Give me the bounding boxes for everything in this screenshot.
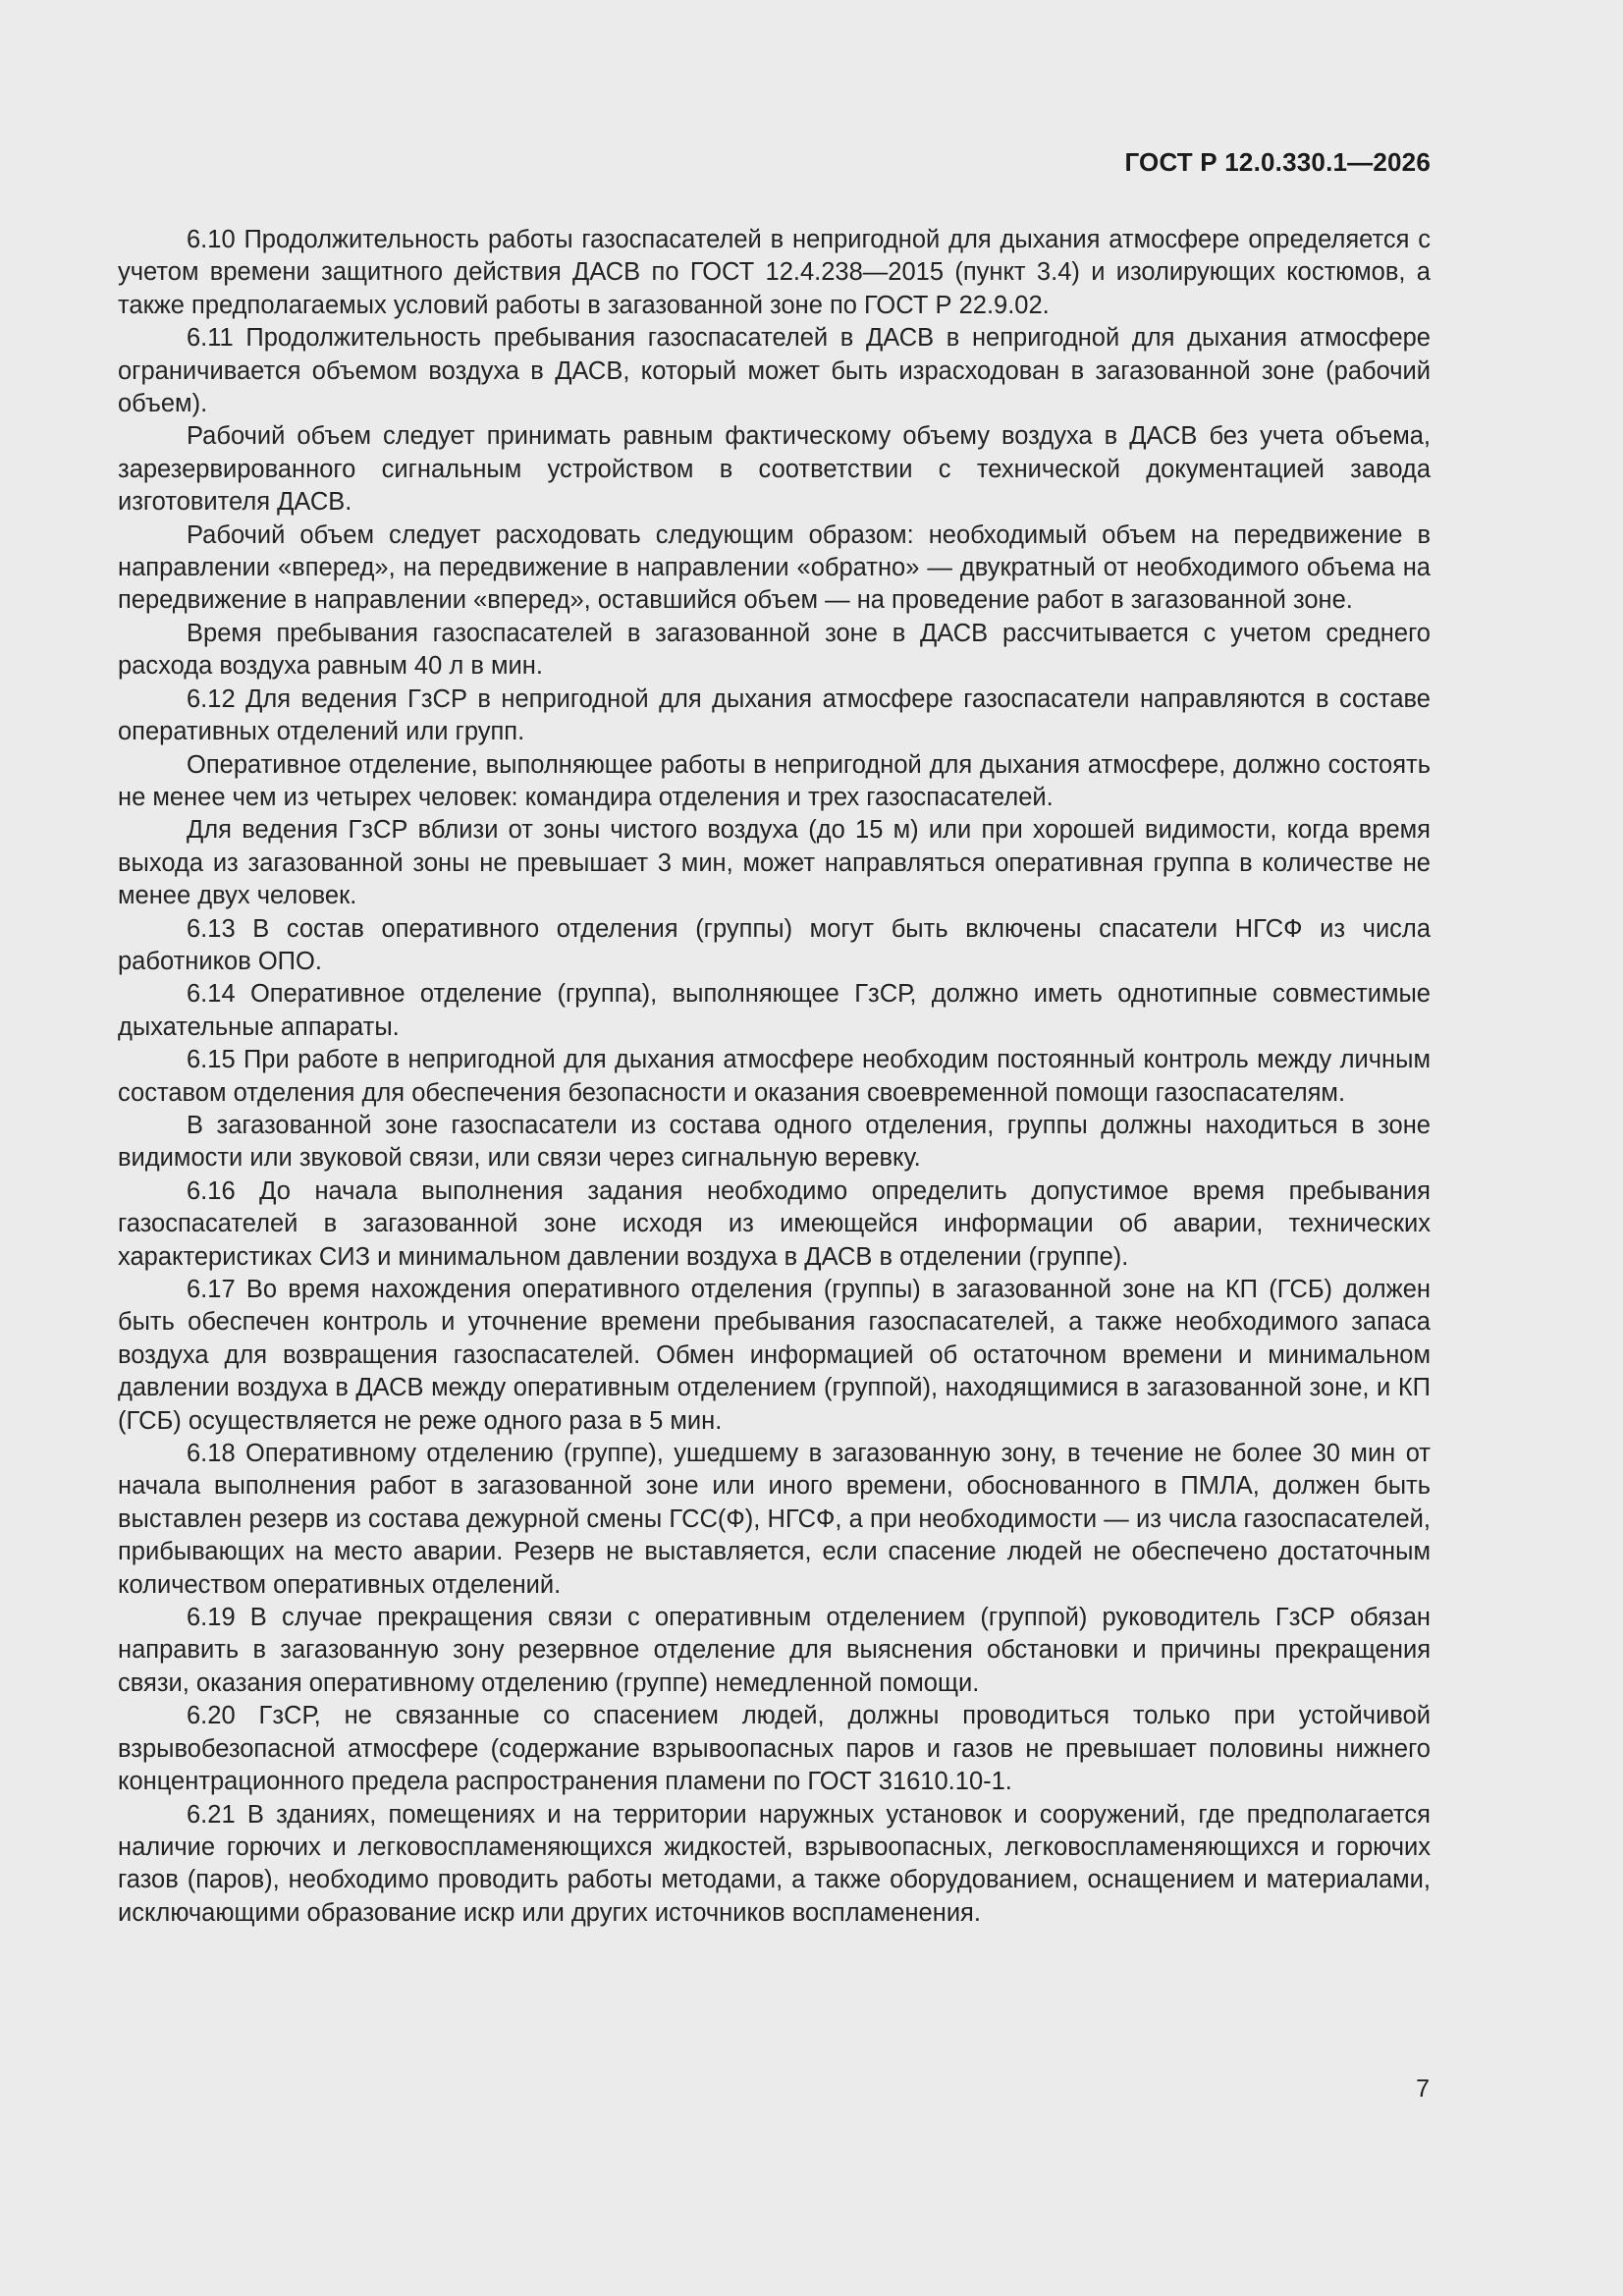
paragraph-6-14: 6.14 Оперативное отделение (группа), выполняющее ГзСР, должно иметь однотипные совместимые дыхательные аппараты. <box>118 980 1431 1041</box>
paragraph-6-11: 6.11 Продолжительность пребывания газоспасателей в ДАСВ в непригодной для дыхания атмосфере ограничивается объемом воздуха в ДАСВ, который может быть израсходован в загазованной зоне (рабочий объем). <box>118 324 1431 418</box>
paragraph-operative-unit: Оперативное отделение, выполняющее работы в непригодной для дыхания атмосфере, должно состоять не менее чем из четырех человек: командира отделения и трех газоспасателей. <box>118 750 1431 811</box>
paragraph-6-21: 6.21 В зданиях, помещениях и на территории наружных установок и сооружений, где предполагается наличие горючих и легковоспламеняющихся жидкостей, взрывоопасных, легковоспламеняющихся и горючих газов (паров), необходимо проводить работы методами, а также оборудованием, оснащением и материалами, исключающими образование искр или других источников воспламенения. <box>118 1800 1431 1927</box>
paragraph-6-16: 6.16 До начала выполнения задания необходимо определить допустимое время пребывания газоспасателей в загазованной зоне исходя из имеющейся информации об аварии, технических характеристиках СИЗ и минимальном давлении воздуха в ДАСВ в отделении (группе). <box>118 1176 1431 1271</box>
paragraph-operative-group: Для ведения ГзСР вблизи от зоны чистого воздуха (до 15 м) или при хорошей видимости, когда время выхода из загазованной зоны не превышает 3 мин, может направляться оперативная группа в количестве не менее двух человек. <box>118 816 1431 910</box>
paragraph-6-17: 6.17 Во время нахождения оперативного отделения (группы) в загазованной зоне на КП (ГСБ) должен быть обеспечен контроль и уточнение времени пребывания газоспасателей, а также необходимого запаса воздуха для возвращения газоспасателей. Обмен информацией об остаточном времени и минимальном давлении воздуха в ДАСВ между оперативным отделением (группой), находящимися в загазованной зоне, и КП (ГСБ) осуществляется не реже одного раза в 5 мин. <box>118 1276 1431 1435</box>
paragraph-visibility-zone: В загазованной зоне газоспасатели из состава одного отделения, группы должны находиться в зоне видимости или звуковой связи, или связи через сигнальную веревку. <box>118 1111 1431 1173</box>
paragraph-6-20: 6.20 ГзСР, не связанные со спасением людей, должны проводиться только при устойчивой взрывобезопасной атмосфере (содержание взрывоопасных паров и газов не превышает половины нижнего концентрационного предела распространения пламени по ГОСТ 31610.10-1. <box>118 1702 1431 1796</box>
paragraph-6-13: 6.13 В состав оперативного отделения (группы) могут быть включены спасатели НГСФ из числа работников ОПО. <box>118 914 1431 975</box>
document-body <box>118 224 1431 1930</box>
paragraph-volume-usage: Рабочий объем следует расходовать следующим образом: необходимый объем на передвижение в направлении «вперед», на передвижение в направлении «обратно» — двукратный от необходимого объема на передвижение в направлении «вперед», оставшийся объем — на проведение работ в загазованной зоне. <box>118 520 1431 615</box>
paragraph-6-12: 6.12 Для ведения ГзСР в непригодной для дыхания атмосфере газоспасатели направляются в составе оперативных отделений или групп. <box>118 684 1431 746</box>
paragraph-stay-time: Время пребывания газоспасателей в загазованной зоне в ДАСВ рассчитывается с учетом среднего расхода воздуха равным 40 л в мин. <box>118 619 1431 681</box>
paragraph-6-19: 6.19 В случае прекращения связи с оперативным отделением (группой) руководитель ГзСР обязан направить в загазованную зону резервное отделение для выяснения обстановки и причины прекращения связи, оказания оперативному отделению (группе) немедленной помощи. <box>118 1604 1431 1697</box>
document-code: ГОСТ Р 12.0.330.1—2026 <box>1124 147 1431 177</box>
paragraph-6-10: 6.10 Продолжительность работы газоспасателей в непригодной для дыхания атмосфере определяется с учетом времени защитного действия ДАСВ по ГОСТ 12.4.238—2015 (пункт 3.4) и изолирующих костюмов, а также предполагаемых условий работы в загазованной зоне по ГОСТ Р 22.9.02. <box>118 226 1431 319</box>
page-number: 7 <box>1416 2075 1430 2103</box>
paragraph-6-15: 6.15 При работе в непригодной для дыхания атмосфере необходим постоянный контроль между личным составом отделения для обеспечения безопасности и оказания своевременной помощи газоспасателям. <box>118 1046 1431 1107</box>
paragraph-6-18: 6.18 Оперативному отделению (группе), ушедшему в загазованную зону, в течение не более 30 мин от начала выполнения работ в загазованной зоне или иного времени, обоснованного в ПМЛА, должен быть выставлен резерв из состава дежурной смены ГСС(Ф), НГСФ, а при необходимости — из числа газоспасателей, прибывающих на место аварии. Резерв не выставляется, если спасение людей не обеспечено достаточным количеством оперативных отделений. <box>118 1440 1431 1599</box>
paragraph-working-volume: Рабочий объем следует принимать равным фактическому объему воздуха в ДАСВ без учета объема, зарезервированного сигнальным устройством в соответствии с технической документацией завода изготовителя ДАСВ. <box>118 422 1431 517</box>
